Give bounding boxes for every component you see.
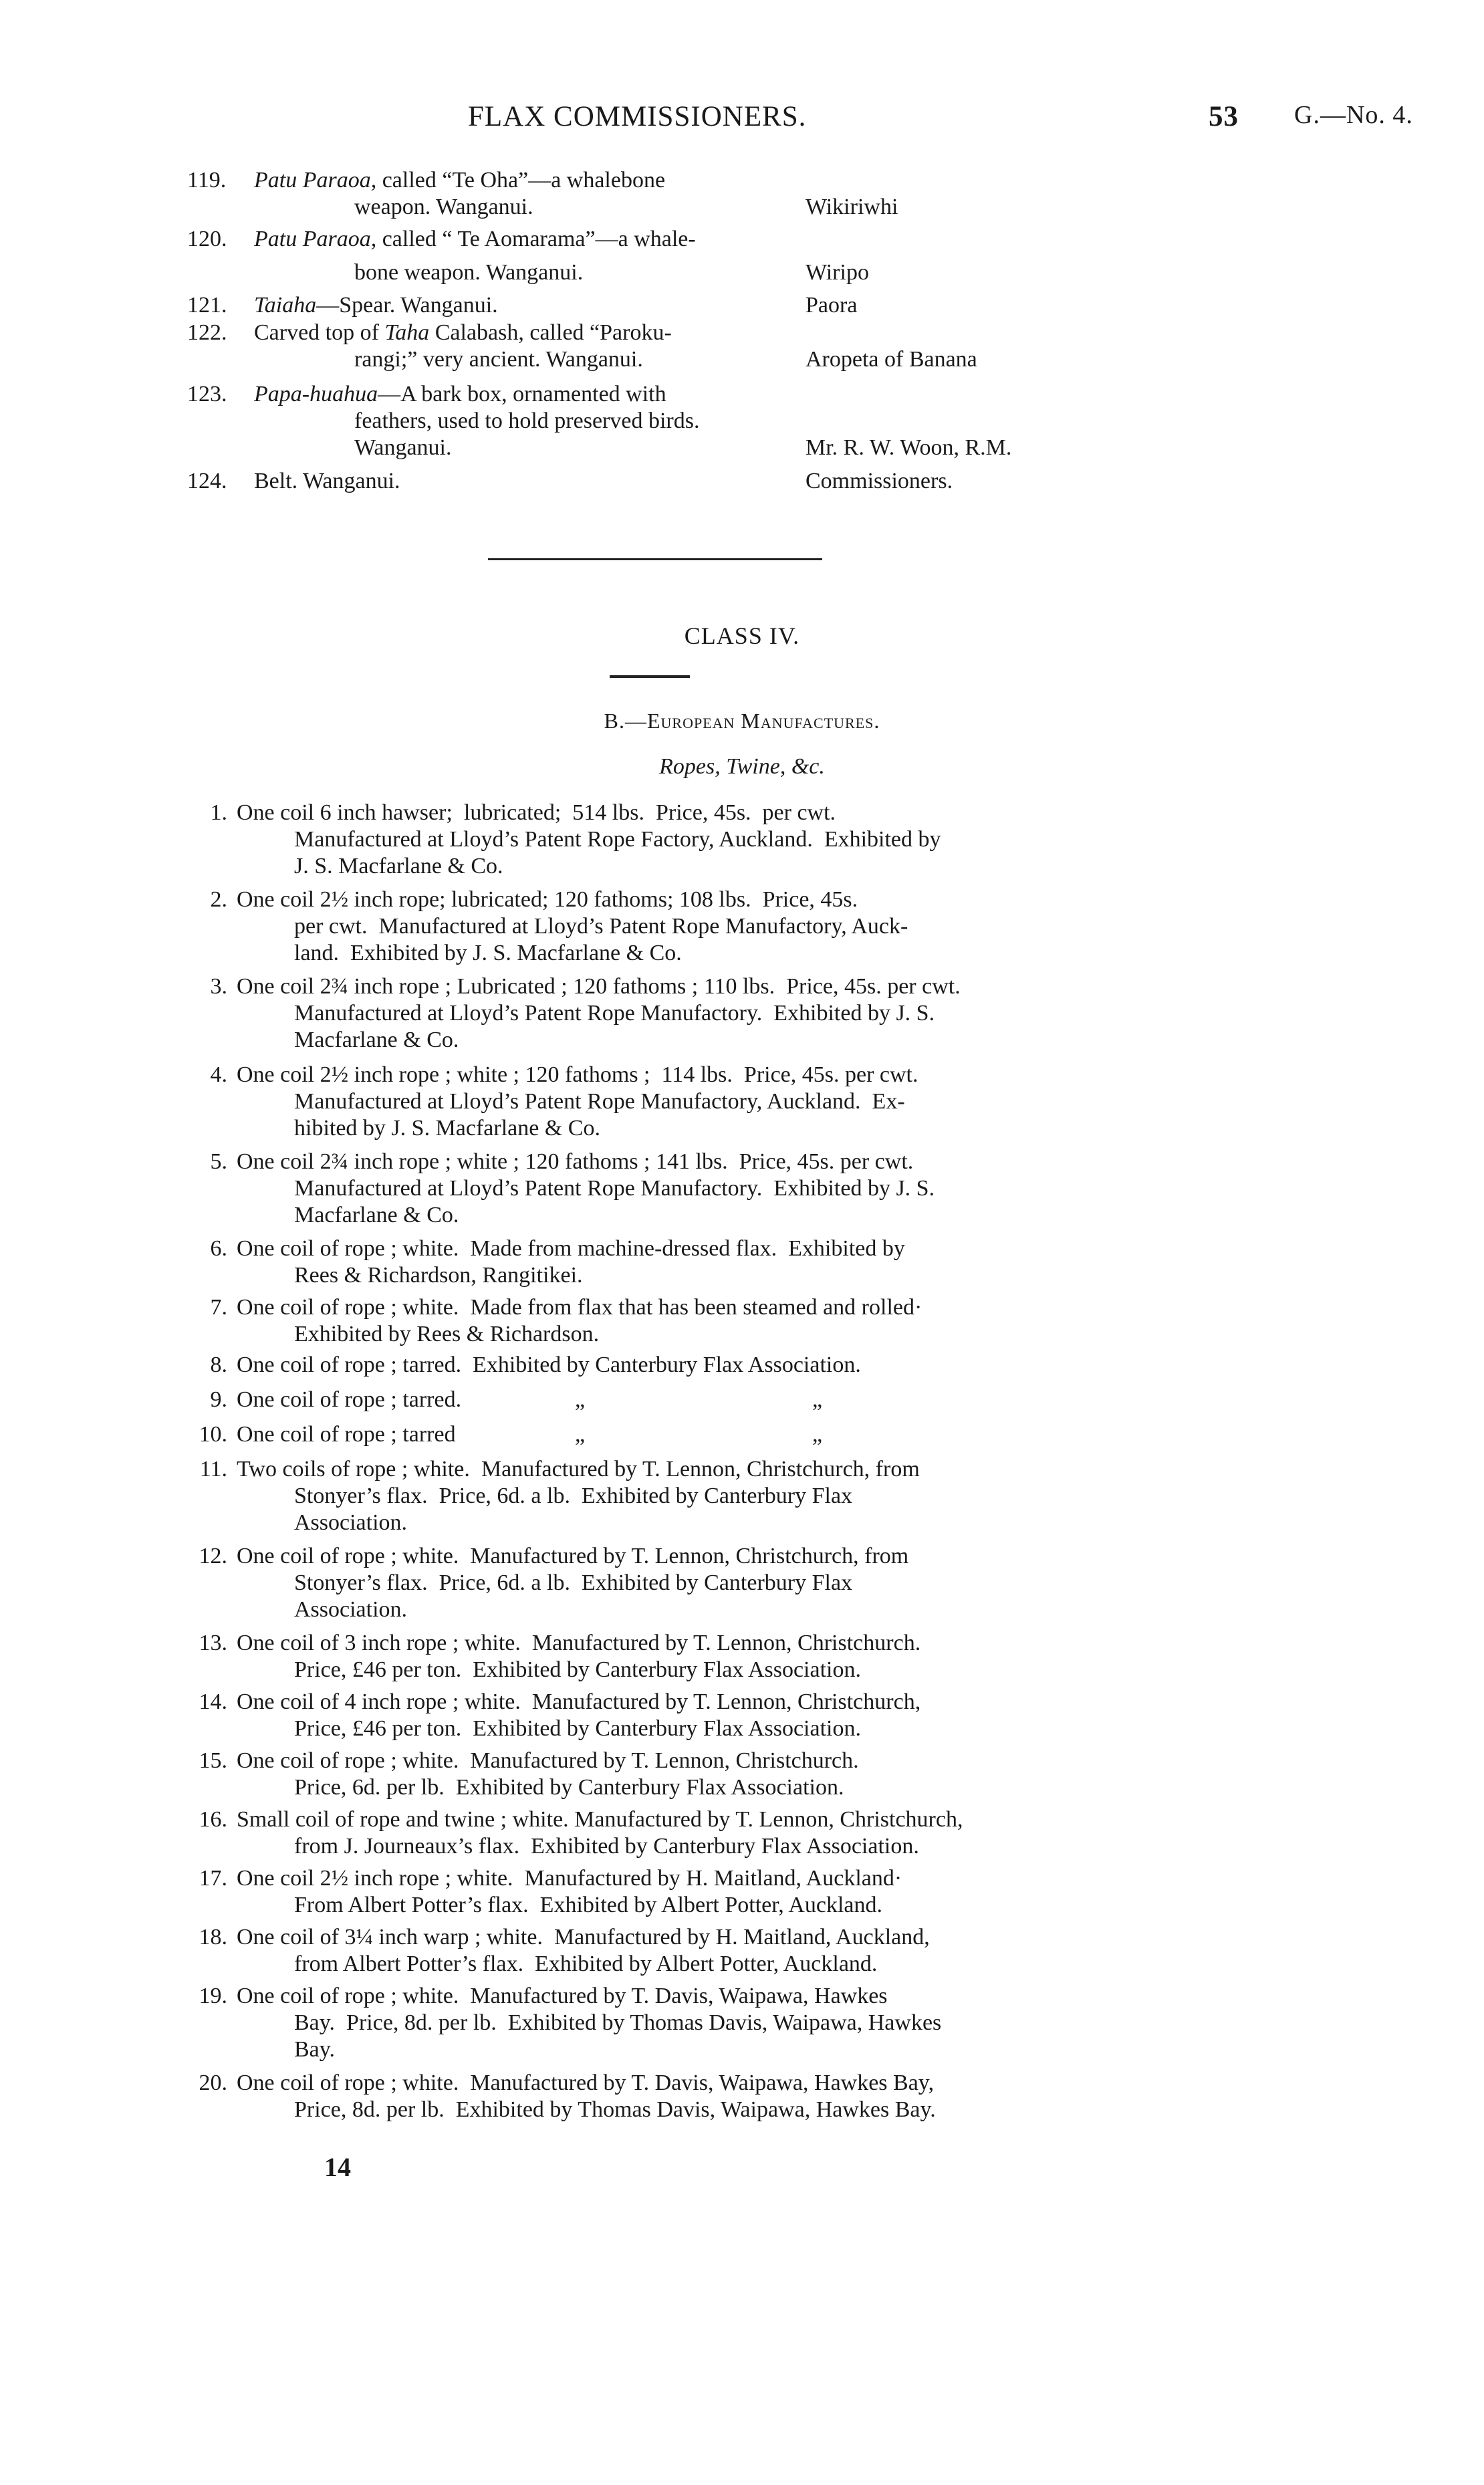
- entry-text-continued: Manufactured at Lloyd’s Patent Rope Factory, Auckland. Exhibited by: [294, 827, 941, 852]
- entry-number: 6.: [210, 1236, 227, 1261]
- entry-text: Two coils of rope ; white. Manufactured by T. Lennon, Christchurch, from: [237, 1457, 920, 1482]
- list-item: [0, 226, 1484, 286]
- entry-text: One coil of 3¼ inch warp ; white. Manufactured by H. Maitland, Auckland,: [237, 1925, 930, 1949]
- item-text: Calabash, called “Paroku-: [429, 320, 672, 345]
- item-number: 119.: [187, 168, 227, 193]
- item-name: Patu Paraoa,: [254, 227, 377, 251]
- entry-text-continued: from J. Journeaux’s flax. Exhibited by Canterbury Flax Association.: [294, 1834, 919, 1859]
- entry-text: One coil of rope ; white. Manufactured by T. Lennon, Christchurch.: [237, 1748, 859, 1773]
- list-item: [0, 1630, 1484, 1683]
- entry-number: 20.: [199, 2070, 227, 2095]
- item-description-line: rangi;” very ancient. Wanganui.: [354, 347, 643, 372]
- item-description: [254, 320, 672, 346]
- entry-text: One coil 2¾ inch rope ; Lubricated ; 120 fathoms ; 110 lbs. Price, 45s. per cwt.: [237, 974, 961, 999]
- entry-text: One coil 2¾ inch rope ; white ; 120 fathoms ; 141 lbs. Price, 45s. per cwt.: [237, 1149, 914, 1174]
- entry-text-continued: per cwt. Manufactured at Lloyd’s Patent Rope Manufactory, Auck-: [294, 914, 908, 939]
- item-description-line: weapon. Wanganui.: [354, 195, 533, 219]
- list-item: [0, 1748, 1484, 1801]
- ditto-mark: „: [812, 1422, 823, 1447]
- subsection-heading: B.—European Manufactures.: [604, 709, 880, 733]
- entry-number: 13.: [199, 1631, 227, 1655]
- donor-name: Wiripo: [806, 260, 869, 285]
- list-item: [0, 1421, 1484, 1448]
- entry-text-continued: Manufactured at Lloyd’s Patent Rope Manufactory. Exhibited by J. S.: [294, 1176, 935, 1201]
- list-item: [0, 1062, 1484, 1142]
- item-description: [254, 292, 498, 319]
- entry-number: 14.: [199, 1689, 227, 1714]
- entry-number: 12.: [199, 1544, 227, 1568]
- entry-text: One coil of rope ; white. Manufactured by T. Davis, Waipawa, Hawkes: [237, 1984, 888, 2008]
- item-number: 124.: [187, 469, 227, 493]
- entry-number: 9.: [210, 1387, 227, 1412]
- entry-number: 11.: [199, 1457, 227, 1482]
- list-item: [0, 1235, 1484, 1289]
- entry-text-continued: Manufactured at Lloyd’s Patent Rope Manufactory. Exhibited by J. S.: [294, 1001, 935, 1026]
- section-divider: [488, 558, 822, 560]
- list-item: [0, 167, 1484, 221]
- item-description: Belt. Wanganui.: [254, 469, 400, 493]
- list-item: [0, 2070, 1484, 2123]
- entry-text-continued: Association.: [294, 1597, 408, 1622]
- entry-text-continued: Bay. Price, 8d. per lb. Exhibited by Thomas Davis, Waipawa, Hawkes: [294, 2010, 942, 2035]
- item-number: 123.: [187, 382, 227, 406]
- list-item: [0, 1924, 1484, 1978]
- entry-text-continued: Macfarlane & Co.: [294, 1203, 459, 1227]
- donor-name: Paora: [806, 293, 858, 318]
- list-item: [0, 973, 1484, 1054]
- entry-number: 17.: [199, 1866, 227, 1891]
- entry-text-continued: Price, £46 per ton. Exhibited by Canterbury Flax Association.: [294, 1657, 861, 1682]
- entry-number: 16.: [199, 1807, 227, 1832]
- list-item: [0, 381, 1484, 461]
- item-description-line: feathers, used to hold preserved birds.: [354, 408, 700, 433]
- entry-text: One coil of 4 inch rope ; white. Manufactured by T. Lennon, Christchurch,: [237, 1689, 921, 1714]
- list-item: [0, 1806, 1484, 1860]
- entry-text-continued: Stonyer’s flax. Price, 6d. a lb. Exhibited by Canterbury Flax: [294, 1484, 853, 1508]
- entry-number: 4.: [210, 1062, 227, 1087]
- entry-text: One coil 2½ inch rope ; white. Manufactured by H. Maitland, Auckland·: [237, 1866, 902, 1891]
- list-item: [0, 800, 1484, 880]
- entry-number: 1.: [210, 800, 227, 825]
- item-text: called “Te Oha”—a whalebone: [376, 168, 666, 193]
- item-number: 122.: [187, 320, 227, 345]
- entry-text-continued: J. S. Macfarlane & Co.: [294, 854, 503, 878]
- donor-name: Aropeta of Banana: [806, 347, 977, 372]
- entry-text: One coil of rope ; tarred: [237, 1422, 456, 1447]
- list-item: [0, 1352, 1484, 1379]
- item-number: 121.: [187, 293, 227, 318]
- entry-text-continued: Bay.: [294, 2037, 336, 2062]
- class-title: CLASS IV.: [684, 622, 800, 649]
- entry-text: One coil 6 inch hawser; lubricated; 514 lbs. Price, 45s. per cwt.: [237, 800, 836, 825]
- list-item: [0, 1689, 1484, 1742]
- entry-text-continued: Price, 6d. per lb. Exhibited by Canterbury Flax Association.: [294, 1775, 844, 1800]
- entry-text-continued: from Albert Potter’s flax. Exhibited by Albert Potter, Auckland.: [294, 1951, 878, 1976]
- donor-name: Mr. R. W. Woon, R.M.: [806, 435, 1012, 460]
- item-name: Taiaha: [254, 293, 317, 318]
- list-item: [0, 292, 1484, 319]
- entry-text: One coil of rope ; white. Made from flax that has been steamed and rolled·: [237, 1295, 922, 1320]
- entry-text-continued: Exhibited by Rees & Richardson.: [294, 1322, 600, 1346]
- entry-text-continued: Price, £46 per ton. Exhibited by Canterbury Flax Association.: [294, 1716, 861, 1741]
- document-reference: G.—No. 4.: [1294, 101, 1413, 129]
- entry-text-continued: Price, 8d. per lb. Exhibited by Thomas Davis, Waipawa, Hawkes Bay.: [294, 2097, 936, 2122]
- donor-name: Wikiriwhi: [806, 195, 898, 219]
- item-description: [254, 381, 666, 408]
- entry-number: 5.: [210, 1149, 227, 1174]
- entry-number: 3.: [210, 974, 227, 999]
- entry-text-continued: Association.: [294, 1510, 408, 1535]
- entry-number: 18.: [199, 1925, 227, 1949]
- entry-text: One coil of rope ; white. Made from machine-dressed flax. Exhibited by: [237, 1236, 905, 1261]
- signature-mark: 14: [324, 2152, 351, 2182]
- entry-text-continued: Macfarlane & Co.: [294, 1028, 459, 1052]
- category-heading: Ropes, Twine, &c.: [659, 754, 825, 779]
- entry-text: One coil 2½ inch rope; lubricated; 120 fathoms; 108 lbs. Price, 45s.: [237, 887, 858, 912]
- item-description: [254, 167, 665, 194]
- entry-number: 19.: [199, 1984, 227, 2008]
- item-description-line: bone weapon. Wanganui.: [354, 260, 584, 285]
- item-text: —Spear. Wanganui.: [316, 293, 498, 318]
- entry-text-continued: land. Exhibited by J. S. Macfarlane & Co.: [294, 941, 682, 965]
- ditto-mark: „: [575, 1387, 586, 1412]
- list-item: [0, 320, 1484, 373]
- entry-text: One coil of 3 inch rope ; white. Manufactured by T. Lennon, Christchurch.: [237, 1631, 921, 1655]
- entry-number: 15.: [199, 1748, 227, 1773]
- ditto-mark: „: [812, 1387, 823, 1412]
- list-item: [0, 1983, 1484, 2063]
- entry-text-continued: Rees & Richardson, Rangitikei.: [294, 1263, 583, 1288]
- list-item: [0, 1865, 1484, 1919]
- ditto-mark: „: [575, 1422, 586, 1447]
- item-text: —A bark box, ornamented with: [378, 382, 666, 406]
- item-name: Taha: [384, 320, 430, 345]
- list-item: [0, 886, 1484, 967]
- list-item: [0, 1387, 1484, 1413]
- item-description-line: Wanganui.: [354, 435, 452, 460]
- entry-text-continued: From Albert Potter’s flax. Exhibited by Albert Potter, Auckland.: [294, 1893, 883, 1917]
- entry-text: One coil of rope ; tarred. Exhibited by Canterbury Flax Association.: [237, 1352, 861, 1377]
- item-number: 120.: [187, 227, 227, 251]
- list-item: [0, 468, 1484, 495]
- entry-text-continued: hibited by J. S. Macfarlane & Co.: [294, 1116, 600, 1141]
- item-name: Patu Paraoa,: [254, 168, 377, 193]
- list-item: [0, 1294, 1484, 1348]
- running-title: FLAX COMMISSIONERS.: [468, 101, 807, 132]
- item-description: [254, 226, 696, 253]
- list-item: [0, 1456, 1484, 1536]
- entry-text-continued: Stonyer’s flax. Price, 6d. a lb. Exhibited by Canterbury Flax: [294, 1570, 853, 1595]
- entry-number: 10.: [199, 1422, 227, 1447]
- list-item: [0, 1149, 1484, 1229]
- entry-number: 7.: [210, 1295, 227, 1320]
- item-text: Carved top of: [254, 320, 385, 345]
- entry-number: 8.: [210, 1352, 227, 1377]
- donor-name: Commissioners.: [806, 469, 953, 493]
- short-divider: [610, 675, 690, 678]
- item-name: Papa-huahua: [254, 382, 378, 406]
- entry-text-continued: Manufactured at Lloyd’s Patent Rope Manufactory, Auckland. Ex-: [294, 1089, 905, 1114]
- page-number: 53: [1209, 101, 1239, 132]
- entry-text: One coil of rope ; white. Manufactured by T. Davis, Waipawa, Hawkes Bay,: [237, 2070, 935, 2095]
- entry-text: One coil of rope ; white. Manufactured by T. Lennon, Christchurch, from: [237, 1544, 909, 1568]
- entry-text: Small coil of rope and twine ; white. Manufactured by T. Lennon, Christchurch,: [237, 1807, 963, 1832]
- list-item: [0, 1543, 1484, 1623]
- item-text: called “ Te Aomarama”—a whale-: [376, 227, 696, 251]
- entry-text: One coil of rope ; tarred.: [237, 1387, 462, 1412]
- entry-number: 2.: [210, 887, 227, 912]
- entry-text: One coil 2½ inch rope ; white ; 120 fathoms ; 114 lbs. Price, 45s. per cwt.: [237, 1062, 918, 1087]
